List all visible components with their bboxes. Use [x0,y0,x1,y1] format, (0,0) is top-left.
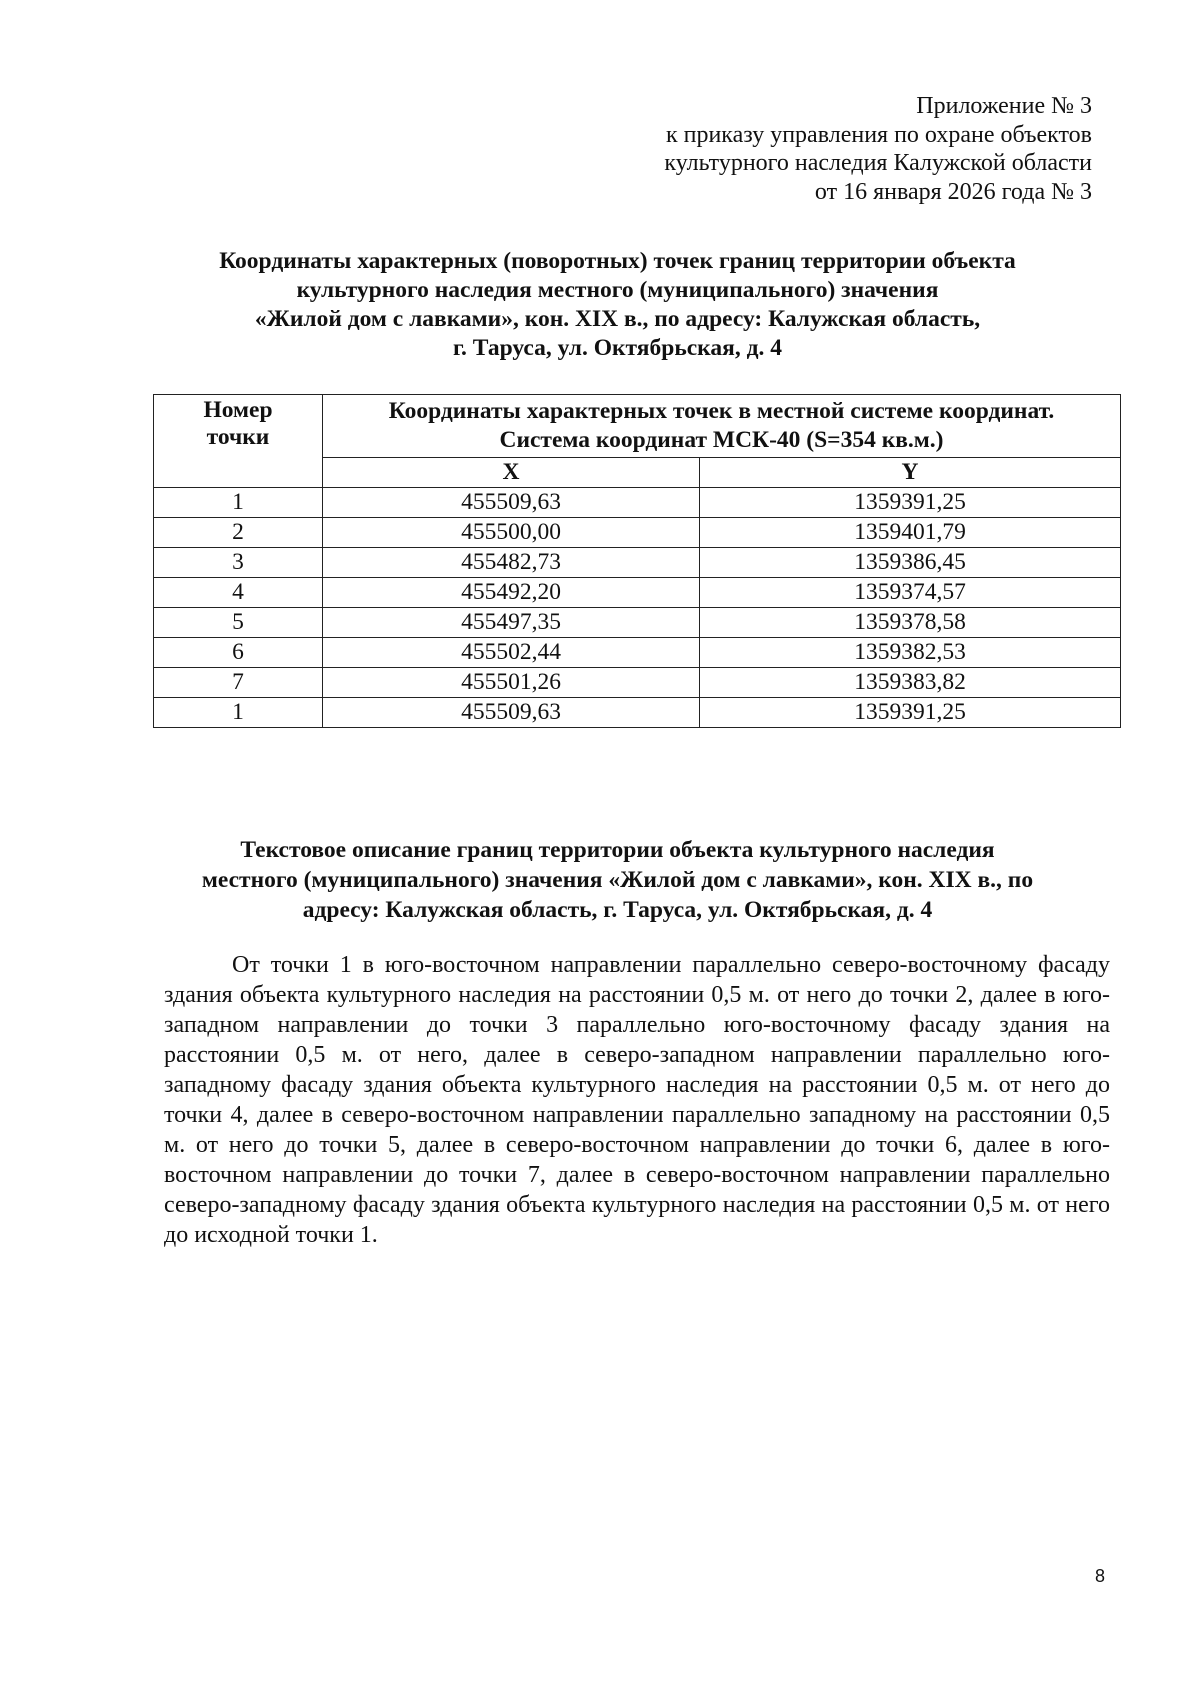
cell-point-number: 1 [154,698,323,728]
description-title-line-2: местного (муниципального) значения «Жилой дом с лавками», кон. XIX в., по [201,867,1034,893]
table-header-row [154,395,1121,458]
cell-point-number: 3 [154,548,323,578]
cell-point-number: 7 [154,668,323,698]
header-y: Y [700,458,1121,488]
description-title-line-1: Текстовое описание границ территории объекта культурного наследия [240,837,995,863]
description-title [150,835,1085,925]
header-point-number-line-1: Номер [203,397,273,423]
table-row [154,638,1121,668]
appendix-line-4: от 16 января 2026 года № 3 [814,178,1092,205]
cell-point-number: 2 [154,518,323,548]
cell-x: 455501,26 [323,668,700,698]
coordinates-title-line-3: «Жилой дом с лавками», кон. XIX в., по адресу: Калужская область, [254,306,981,332]
table-row [154,488,1121,518]
cell-x: 455509,63 [323,488,700,518]
cell-y: 1359374,57 [700,578,1121,608]
cell-x: 455497,35 [323,608,700,638]
header-x: X [323,458,700,488]
cell-point-number: 6 [154,638,323,668]
header-coordinates [323,395,1121,458]
coordinates-title-line-4: г. Таруса, ул. Октябрьская, д. 4 [453,335,782,361]
header-coordinates-line-2: Система координат МСК-40 (S=354 кв.м.) [499,427,944,453]
header-point-number [154,395,323,488]
cell-point-number: 5 [154,608,323,638]
header-coordinates-line-1: Координаты характерных точек в местной системе координат. [388,398,1055,424]
cell-y: 1359383,82 [700,668,1121,698]
cell-y: 1359378,58 [700,608,1121,638]
cell-x: 455482,73 [323,548,700,578]
cell-y: 1359386,45 [700,548,1121,578]
cell-x: 455509,63 [323,698,700,728]
coordinates-table [153,394,1121,728]
coordinates-title-line-2: культурного наследия местного (муниципального) значения [296,277,939,303]
appendix-line-2: к приказу управления по охране объектов [665,121,1092,148]
cell-y: 1359401,79 [700,518,1121,548]
cell-point-number: 1 [154,488,323,518]
header-point-number-line-2: точки [206,424,270,450]
table-row [154,578,1121,608]
appendix-header [664,92,1092,206]
coordinates-title [150,247,1085,363]
table-row [154,698,1121,728]
boundary-description: От точки 1 в юго-восточном направлении параллельно северо-восточному фасаду здания объекта культурного наследия на расстоянии 0,5 м. от него до точки 2, далее в юго-западном направлении до точки 3 параллельно юго-восточному фасаду здания на расстоянии 0,5 м. от него, далее в северо-западном направлении параллельно юго-западному фасаду здания объекта культурного наследия на расстоянии 0,5 м. от него до точки 4, далее в северо-восточном направлении параллельно западному на расстоянии 0,5 м. от него до точки 5, далее в северо-восточном направлении до точки 6, далее в юго-восточном направлении до точки 7, далее в северо-восточном направлении параллельно северо-западному фасаду здания объекта культурного наследия на расстоянии 0,5 м. от него до исходной точки 1. [164,952,1110,1248]
appendix-line-3: культурного наследия Калужской области [664,150,1092,176]
page-number: 8 [1095,1566,1106,1586]
cell-x: 455502,44 [323,638,700,668]
cell-y: 1359391,25 [700,488,1121,518]
cell-x: 455492,20 [323,578,700,608]
table-row [154,608,1121,638]
table-row [154,668,1121,698]
cell-point-number: 4 [154,578,323,608]
cell-y: 1359382,53 [700,638,1121,668]
table-row [154,518,1121,548]
table-row [154,548,1121,578]
cell-x: 455500,00 [323,518,700,548]
appendix-line-1: Приложение № 3 [916,93,1092,119]
description-title-line-3: адресу: Калужская область, г. Таруса, ул. Октябрьская, д. 4 [302,897,933,923]
cell-y: 1359391,25 [700,698,1121,728]
coordinates-title-line-1: Координаты характерных (поворотных) точек границ территории объекта [219,248,1016,274]
